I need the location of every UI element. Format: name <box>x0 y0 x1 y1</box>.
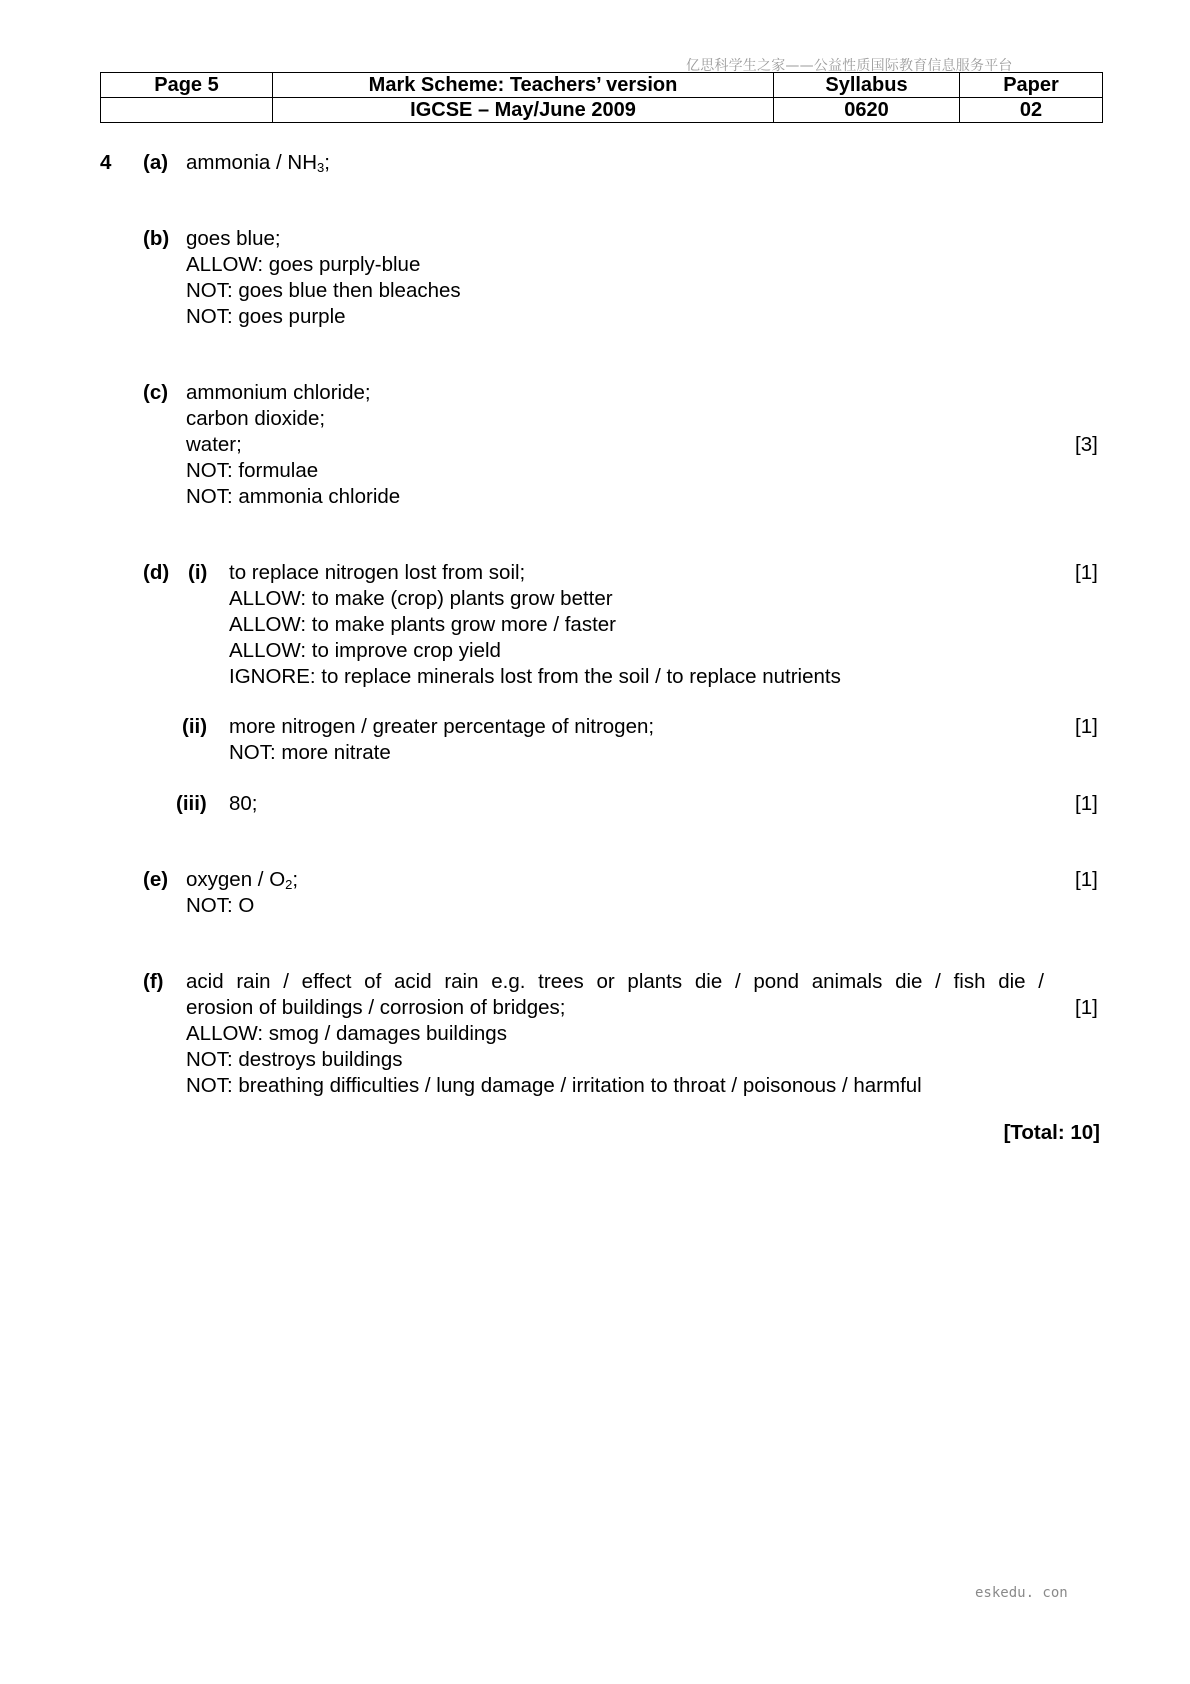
part-c-line: NOT: formulae <box>186 459 319 482</box>
part-f-line: NOT: destroys buildings <box>186 1048 403 1071</box>
watermark-bottom: eskedu. con <box>975 1585 1068 1601</box>
part-a-answer: ammonia / $NH_3$; <box>186 151 330 175</box>
part-a-label: (a) <box>143 151 169 174</box>
part-b-line: ALLOW: goes purply-blue <box>186 253 421 276</box>
part-b-label: (b) <box>143 227 170 250</box>
header-page: Page 5 <box>101 73 273 98</box>
header-syllabus-label: Syllabus <box>774 73 960 98</box>
part-d-ii-mark: [1] <box>1075 715 1098 738</box>
header-paper-value: 02 <box>960 98 1103 123</box>
part-d-iii-label: (iii) <box>176 792 207 815</box>
part-d-ii-line: more nitrogen / greater percentage of nitrogen; <box>229 715 655 738</box>
part-d-i-line: to replace nitrogen lost from soil; <box>229 561 526 584</box>
part-d-ii-line: NOT: more nitrate <box>229 741 391 764</box>
part-e-line: NOT: O <box>186 894 255 917</box>
header-empty-cell <box>101 98 273 123</box>
part-c-line: water; <box>186 433 242 456</box>
total-marks: [Total: 10] <box>1003 1121 1100 1144</box>
header-title: Mark Scheme: Teachers’ version <box>273 73 774 98</box>
part-d-i-label: (i) <box>188 561 208 584</box>
part-f-line: ALLOW: smog / damages buildings <box>186 1022 507 1045</box>
header-syllabus-value: 0620 <box>774 98 960 123</box>
part-f-line: NOT: breathing difficulties / lung damage / irritation to throat / poisonous / harmful <box>186 1074 922 1097</box>
part-e-mark: [1] <box>1075 868 1098 891</box>
part-f-mark: [1] <box>1075 996 1098 1019</box>
part-d-i-line: ALLOW: to improve crop yield <box>229 639 501 662</box>
part-d-label: (d) <box>143 561 170 584</box>
part-d-i-line: ALLOW: to make plants grow more / faster <box>229 613 616 636</box>
part-f-label: (f) <box>143 970 164 993</box>
header-table <box>100 72 1103 123</box>
question-number: 4 <box>100 151 112 174</box>
watermark-top: 亿思科学生之家——公益性质国际教育信息服务平台 <box>686 58 1013 74</box>
part-b-line: NOT: goes purple <box>186 305 346 328</box>
part-c-line: NOT: ammonia chloride <box>186 485 401 508</box>
part-b-line: goes blue; <box>186 227 281 250</box>
part-c-line: ammonium chloride; <box>186 381 371 404</box>
part-c-line: carbon dioxide; <box>186 407 326 430</box>
part-d-i-mark: [1] <box>1075 561 1098 584</box>
part-e-label: (e) <box>143 868 169 891</box>
part-c-label: (c) <box>143 381 169 404</box>
header-paper-label: Paper <box>960 73 1103 98</box>
part-d-iii-line: 80; <box>229 792 258 815</box>
part-d-i-line: IGNORE: to replace minerals lost from the soil / to replace nutrients <box>229 665 841 688</box>
part-f-line: acid rain / effect of acid rain e.g. trees or plants die / pond animals die / fish die / <box>186 970 1044 993</box>
part-d-iii-mark: [1] <box>1075 792 1098 815</box>
header-subtitle: IGCSE – May/June 2009 <box>273 98 774 123</box>
part-e-answer: oxygen / $O_2$; <box>186 868 299 892</box>
part-d-ii-label: (ii) <box>182 715 208 738</box>
part-c-mark: [3] <box>1075 433 1098 456</box>
part-b-line: NOT: goes blue then bleaches <box>186 279 461 302</box>
part-f-line: erosion of buildings / corrosion of bridges; <box>186 996 566 1019</box>
part-d-i-line: ALLOW: to make (crop) plants grow better <box>229 587 613 610</box>
